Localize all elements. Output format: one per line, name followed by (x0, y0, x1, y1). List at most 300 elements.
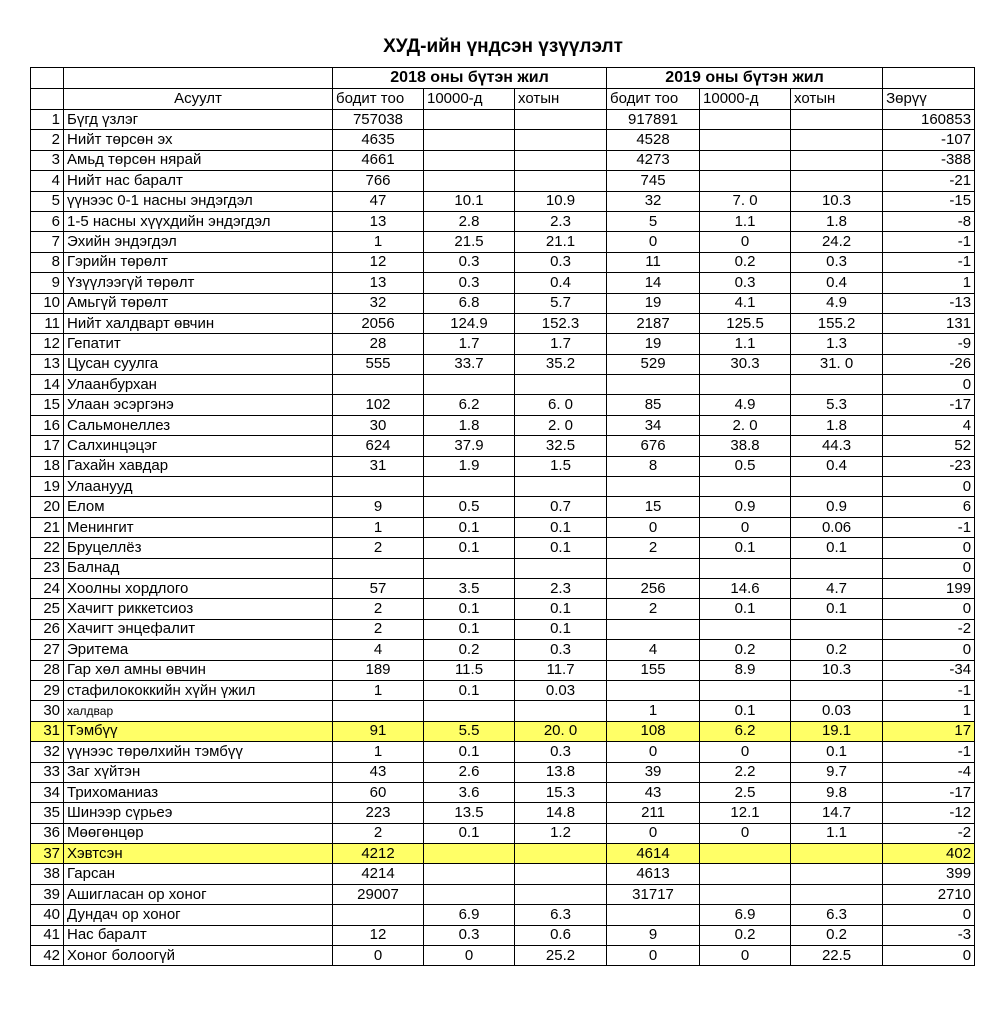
city-2019-cell: 10.3 (791, 191, 883, 211)
diff-cell: 0 (883, 640, 975, 660)
diff-cell: 131 (883, 313, 975, 333)
table-row (31, 293, 975, 313)
row-label: Балнад (64, 558, 333, 578)
table-row (31, 395, 975, 415)
header-per10000-2018: 10000-д (424, 89, 515, 110)
diff-cell: -388 (883, 150, 975, 170)
table-row (31, 130, 975, 150)
row-number: 25 (31, 599, 64, 619)
city-2019-cell (791, 844, 883, 864)
diff-cell: 0 (883, 538, 975, 558)
actual-2018-cell: 1 (333, 680, 424, 700)
per10000-2019-cell: 8.9 (700, 660, 791, 680)
city-2019-cell (791, 150, 883, 170)
diff-cell: -2 (883, 619, 975, 639)
actual-2018-cell (333, 558, 424, 578)
row-number: 14 (31, 375, 64, 395)
table-row (31, 375, 975, 395)
table-row (31, 211, 975, 231)
per10000-2018-cell (424, 110, 515, 130)
row-label: Хоолны хордлого (64, 578, 333, 598)
row-label: Нийт нас баралт (64, 171, 333, 191)
actual-2019-cell: 2 (607, 599, 700, 619)
table-row (31, 701, 975, 721)
header-year-2018: 2018 оны бүтэн жил (333, 68, 607, 89)
row-number: 15 (31, 395, 64, 415)
city-2018-cell: 0.3 (515, 640, 607, 660)
per10000-2019-cell: 0.9 (700, 497, 791, 517)
city-2019-cell: 0.06 (791, 517, 883, 537)
per10000-2019-cell: 4.1 (700, 293, 791, 313)
row-number: 13 (31, 354, 64, 374)
row-number: 42 (31, 946, 64, 966)
per10000-2018-cell: 6.9 (424, 905, 515, 925)
row-number: 38 (31, 864, 64, 884)
actual-2019-cell: 0 (607, 742, 700, 762)
city-2019-cell: 6.3 (791, 905, 883, 925)
actual-2018-cell: 4212 (333, 844, 424, 864)
actual-2018-cell: 766 (333, 171, 424, 191)
per10000-2018-cell: 5.5 (424, 721, 515, 741)
row-number: 23 (31, 558, 64, 578)
per10000-2018-cell (424, 884, 515, 904)
row-number: 30 (31, 701, 64, 721)
row-label: Гепатит (64, 334, 333, 354)
actual-2019-cell: 19 (607, 334, 700, 354)
actual-2019-cell: 2187 (607, 313, 700, 333)
per10000-2019-cell: 0.1 (700, 701, 791, 721)
actual-2018-cell: 2 (333, 619, 424, 639)
city-2019-cell: 0.1 (791, 599, 883, 619)
diff-cell: 1 (883, 273, 975, 293)
row-label: Эритема (64, 640, 333, 660)
row-number: 29 (31, 680, 64, 700)
per10000-2018-cell: 124.9 (424, 313, 515, 333)
city-2019-cell (791, 171, 883, 191)
actual-2018-cell: 9 (333, 497, 424, 517)
actual-2018-cell: 2056 (333, 313, 424, 333)
table-row (31, 884, 975, 904)
per10000-2018-cell: 0.1 (424, 680, 515, 700)
city-2019-cell: 4.9 (791, 293, 883, 313)
row-number: 31 (31, 721, 64, 741)
city-2019-cell: 19.1 (791, 721, 883, 741)
per10000-2018-cell: 3.5 (424, 578, 515, 598)
per10000-2018-cell: 0.2 (424, 640, 515, 660)
table-row (31, 497, 975, 517)
actual-2018-cell: 60 (333, 782, 424, 802)
city-2019-cell (791, 477, 883, 497)
per10000-2019-cell: 0 (700, 517, 791, 537)
table-row (31, 905, 975, 925)
city-2019-cell (791, 884, 883, 904)
city-2018-cell: 13.8 (515, 762, 607, 782)
per10000-2019-cell: 2.5 (700, 782, 791, 802)
per10000-2018-cell: 10.1 (424, 191, 515, 211)
row-label: Заг хүйтэн (64, 762, 333, 782)
row-label: Хэвтсэн (64, 844, 333, 864)
per10000-2018-cell: 0.1 (424, 538, 515, 558)
per10000-2019-cell: 0.2 (700, 925, 791, 945)
per10000-2018-cell (424, 171, 515, 191)
row-number: 35 (31, 803, 64, 823)
diff-cell: 402 (883, 844, 975, 864)
diff-cell: -3 (883, 925, 975, 945)
city-2019-cell: 14.7 (791, 803, 883, 823)
city-2018-cell (515, 110, 607, 130)
actual-2019-cell: 0 (607, 517, 700, 537)
actual-2018-cell: 57 (333, 578, 424, 598)
city-2019-cell: 24.2 (791, 232, 883, 252)
per10000-2018-cell: 13.5 (424, 803, 515, 823)
actual-2018-cell: 13 (333, 273, 424, 293)
actual-2018-cell: 29007 (333, 884, 424, 904)
city-2018-cell: 0.6 (515, 925, 607, 945)
actual-2019-cell: 19 (607, 293, 700, 313)
header-actual-2018: бодит тоо (333, 89, 424, 110)
header-blank-cell (64, 68, 333, 89)
actual-2018-cell: 223 (333, 803, 424, 823)
table-row (31, 456, 975, 476)
row-number: 19 (31, 477, 64, 497)
table-row (31, 619, 975, 639)
city-2018-cell: 0.1 (515, 517, 607, 537)
actual-2019-cell: 2 (607, 538, 700, 558)
city-2018-cell: 6. 0 (515, 395, 607, 415)
table-row (31, 150, 975, 170)
city-2019-cell: 0.4 (791, 456, 883, 476)
actual-2018-cell: 102 (333, 395, 424, 415)
header-per10000-2019: 10000-д (700, 89, 791, 110)
per10000-2019-cell: 0 (700, 742, 791, 762)
table-row (31, 925, 975, 945)
row-label: Гар хөл амны өвчин (64, 660, 333, 680)
actual-2019-cell: 256 (607, 578, 700, 598)
row-label: Улаанууд (64, 477, 333, 497)
per10000-2018-cell: 3.6 (424, 782, 515, 802)
city-2018-cell: 2.3 (515, 211, 607, 231)
diff-cell: -1 (883, 232, 975, 252)
city-2018-cell (515, 844, 607, 864)
city-2018-cell: 2. 0 (515, 415, 607, 435)
actual-2018-cell: 30 (333, 415, 424, 435)
diff-cell: 17 (883, 721, 975, 741)
per10000-2019-cell: 0.2 (700, 252, 791, 272)
diff-cell: -1 (883, 680, 975, 700)
actual-2018-cell: 189 (333, 660, 424, 680)
row-number: 28 (31, 660, 64, 680)
city-2019-cell: 0.03 (791, 701, 883, 721)
per10000-2018-cell (424, 864, 515, 884)
actual-2019-cell: 4273 (607, 150, 700, 170)
actual-2018-cell: 4635 (333, 130, 424, 150)
actual-2018-cell: 2 (333, 599, 424, 619)
actual-2019-cell: 11 (607, 252, 700, 272)
row-label: стафилококкийн хүйн үжил (64, 680, 333, 700)
table-row (31, 517, 975, 537)
city-2018-cell: 5.7 (515, 293, 607, 313)
row-number: 6 (31, 211, 64, 231)
actual-2018-cell: 43 (333, 762, 424, 782)
per10000-2019-cell: 4.9 (700, 395, 791, 415)
row-label: Эхийн эндэгдэл (64, 232, 333, 252)
per10000-2018-cell: 0.1 (424, 823, 515, 843)
row-label: Нас баралт (64, 925, 333, 945)
per10000-2019-cell: 0 (700, 232, 791, 252)
city-2019-cell: 1.8 (791, 415, 883, 435)
diff-cell: 0 (883, 375, 975, 395)
actual-2019-cell: 917891 (607, 110, 700, 130)
diff-cell: 0 (883, 946, 975, 966)
table-row (31, 252, 975, 272)
table-row (31, 782, 975, 802)
diff-cell: 2710 (883, 884, 975, 904)
city-2019-cell (791, 864, 883, 884)
row-label: Тэмбүү (64, 721, 333, 741)
page-title: ХУД-ийн үндсэн үзүүлэлт (383, 36, 623, 57)
diff-cell: -107 (883, 130, 975, 150)
header-blank-cell (883, 68, 975, 89)
row-number: 9 (31, 273, 64, 293)
actual-2018-cell: 2 (333, 538, 424, 558)
row-label: Менингит (64, 517, 333, 537)
actual-2018-cell (333, 375, 424, 395)
row-label: Шинээр сүрьеэ (64, 803, 333, 823)
row-label: Нийт төрсөн эх (64, 130, 333, 150)
per10000-2019-cell (700, 558, 791, 578)
city-2018-cell (515, 375, 607, 395)
diff-cell: 4 (883, 415, 975, 435)
city-2018-cell: 1.5 (515, 456, 607, 476)
city-2018-cell (515, 558, 607, 578)
diff-cell: -17 (883, 782, 975, 802)
row-label: Елом (64, 497, 333, 517)
actual-2018-cell: 47 (333, 191, 424, 211)
table-row (31, 578, 975, 598)
per10000-2018-cell: 0.1 (424, 599, 515, 619)
actual-2019-cell: 211 (607, 803, 700, 823)
actual-2019-cell: 4528 (607, 130, 700, 150)
table-row (31, 273, 975, 293)
city-2018-cell: 6.3 (515, 905, 607, 925)
city-2019-cell: 4.7 (791, 578, 883, 598)
table-row (31, 538, 975, 558)
actual-2019-cell: 31717 (607, 884, 700, 904)
diff-cell: -4 (883, 762, 975, 782)
per10000-2019-cell: 0.1 (700, 599, 791, 619)
table-row (31, 742, 975, 762)
row-number: 20 (31, 497, 64, 517)
per10000-2019-cell (700, 110, 791, 130)
per10000-2018-cell: 0 (424, 946, 515, 966)
city-2018-cell (515, 130, 607, 150)
actual-2018-cell: 28 (333, 334, 424, 354)
actual-2019-cell: 9 (607, 925, 700, 945)
actual-2019-cell: 14 (607, 273, 700, 293)
actual-2019-cell: 4613 (607, 864, 700, 884)
row-number: 16 (31, 415, 64, 435)
per10000-2019-cell: 12.1 (700, 803, 791, 823)
indicator-table (30, 67, 975, 966)
table-row (31, 864, 975, 884)
per10000-2019-cell (700, 884, 791, 904)
diff-cell: -26 (883, 354, 975, 374)
per10000-2018-cell: 37.9 (424, 436, 515, 456)
city-2019-cell (791, 130, 883, 150)
row-number: 33 (31, 762, 64, 782)
city-2018-cell (515, 701, 607, 721)
city-2019-cell: 22.5 (791, 946, 883, 966)
city-2019-cell (791, 110, 883, 130)
actual-2019-cell: 34 (607, 415, 700, 435)
city-2018-cell: 0.1 (515, 599, 607, 619)
city-2018-cell: 0.7 (515, 497, 607, 517)
row-label: Ашигласан ор хоног (64, 884, 333, 904)
actual-2018-cell: 4661 (333, 150, 424, 170)
per10000-2018-cell: 33.7 (424, 354, 515, 374)
row-number: 21 (31, 517, 64, 537)
city-2018-cell: 0.3 (515, 252, 607, 272)
row-label: Хачигт энцефалит (64, 619, 333, 639)
city-2018-cell: 21.1 (515, 232, 607, 252)
per10000-2018-cell (424, 375, 515, 395)
city-2018-cell (515, 171, 607, 191)
diff-cell: -23 (883, 456, 975, 476)
city-2019-cell: 44.3 (791, 436, 883, 456)
row-number: 40 (31, 905, 64, 925)
actual-2019-cell: 155 (607, 660, 700, 680)
row-label: Амьд төрсөн нярай (64, 150, 333, 170)
per10000-2019-cell (700, 150, 791, 170)
diff-cell: -13 (883, 293, 975, 313)
per10000-2018-cell (424, 477, 515, 497)
per10000-2019-cell: 125.5 (700, 313, 791, 333)
city-2018-cell (515, 864, 607, 884)
header-city-2019: хотын (791, 89, 883, 110)
city-2019-cell (791, 558, 883, 578)
diff-cell: -2 (883, 823, 975, 843)
city-2018-cell: 0.03 (515, 680, 607, 700)
row-label: Амьгүй төрөлт (64, 293, 333, 313)
header-actual-2019: бодит тоо (607, 89, 700, 110)
per10000-2019-cell (700, 130, 791, 150)
actual-2018-cell: 12 (333, 925, 424, 945)
table-row (31, 599, 975, 619)
actual-2019-cell (607, 680, 700, 700)
actual-2019-cell: 4614 (607, 844, 700, 864)
actual-2018-cell: 32 (333, 293, 424, 313)
per10000-2019-cell: 1.1 (700, 334, 791, 354)
actual-2018-cell: 4214 (333, 864, 424, 884)
diff-cell: -21 (883, 171, 975, 191)
city-2018-cell: 20. 0 (515, 721, 607, 741)
per10000-2019-cell (700, 680, 791, 700)
row-label: Трихоманиаз (64, 782, 333, 802)
city-2019-cell (791, 375, 883, 395)
row-number: 2 (31, 130, 64, 150)
diff-cell: 399 (883, 864, 975, 884)
per10000-2019-cell (700, 619, 791, 639)
per10000-2018-cell: 1.8 (424, 415, 515, 435)
row-number: 41 (31, 925, 64, 945)
city-2019-cell: 0.4 (791, 273, 883, 293)
city-2018-cell: 10.9 (515, 191, 607, 211)
per10000-2018-cell: 0.3 (424, 925, 515, 945)
table-row (31, 558, 975, 578)
row-label: Үзүүлээгүй төрөлт (64, 273, 333, 293)
actual-2018-cell: 1 (333, 742, 424, 762)
actual-2019-cell (607, 558, 700, 578)
row-label: Мөөгөнцөр (64, 823, 333, 843)
row-label: халдвар (64, 701, 333, 721)
per10000-2018-cell: 6.2 (424, 395, 515, 415)
diff-cell: 160853 (883, 110, 975, 130)
diff-cell: 0 (883, 558, 975, 578)
header-row-columns (31, 89, 975, 110)
per10000-2019-cell: 0 (700, 823, 791, 843)
actual-2019-cell (607, 619, 700, 639)
table-row (31, 803, 975, 823)
city-2019-cell: 31. 0 (791, 354, 883, 374)
city-2018-cell: 35.2 (515, 354, 607, 374)
per10000-2019-cell (700, 375, 791, 395)
row-number: 22 (31, 538, 64, 558)
actual-2018-cell: 91 (333, 721, 424, 741)
actual-2018-cell: 757038 (333, 110, 424, 130)
row-label: Улаан эсэргэнэ (64, 395, 333, 415)
row-number: 32 (31, 742, 64, 762)
per10000-2019-cell: 0.3 (700, 273, 791, 293)
per10000-2019-cell: 0.1 (700, 538, 791, 558)
row-number: 10 (31, 293, 64, 313)
per10000-2018-cell: 2.6 (424, 762, 515, 782)
city-2019-cell: 0.2 (791, 640, 883, 660)
city-2018-cell: 0.1 (515, 619, 607, 639)
row-label: Салхинцэцэг (64, 436, 333, 456)
actual-2019-cell: 43 (607, 782, 700, 802)
city-2018-cell: 14.8 (515, 803, 607, 823)
per10000-2018-cell (424, 558, 515, 578)
per10000-2019-cell (700, 171, 791, 191)
per10000-2018-cell: 21.5 (424, 232, 515, 252)
row-number: 26 (31, 619, 64, 639)
city-2019-cell: 0.1 (791, 742, 883, 762)
row-label: Сальмонеллез (64, 415, 333, 435)
actual-2019-cell: 0 (607, 946, 700, 966)
per10000-2019-cell: 7. 0 (700, 191, 791, 211)
city-2018-cell: 0.4 (515, 273, 607, 293)
diff-cell: -15 (883, 191, 975, 211)
actual-2019-cell: 85 (607, 395, 700, 415)
city-2018-cell: 32.5 (515, 436, 607, 456)
diff-cell: -12 (883, 803, 975, 823)
row-number: 36 (31, 823, 64, 843)
per10000-2018-cell: 0.3 (424, 252, 515, 272)
per10000-2019-cell (700, 477, 791, 497)
city-2019-cell: 9.8 (791, 782, 883, 802)
per10000-2018-cell: 1.9 (424, 456, 515, 476)
header-blank-cell (31, 89, 64, 110)
row-label: 1-5 насны хүүхдийн эндэгдэл (64, 211, 333, 231)
per10000-2019-cell: 0.5 (700, 456, 791, 476)
row-label: Бүгд үзлэг (64, 110, 333, 130)
diff-cell: -34 (883, 660, 975, 680)
per10000-2018-cell (424, 150, 515, 170)
per10000-2018-cell: 0.1 (424, 742, 515, 762)
actual-2018-cell: 12 (333, 252, 424, 272)
per10000-2019-cell: 30.3 (700, 354, 791, 374)
header-question: Асуулт (64, 89, 333, 110)
